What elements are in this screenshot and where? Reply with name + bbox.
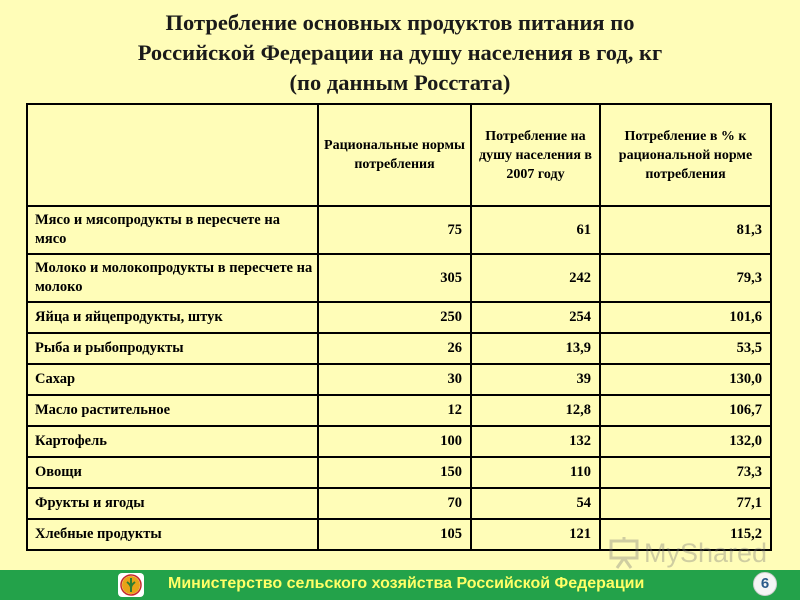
table-row	[27, 457, 771, 488]
percent-value: 81,3	[600, 206, 771, 254]
norm-value: 26	[318, 333, 471, 364]
norm-value: 105	[318, 519, 471, 550]
consumption-value: 13,9	[471, 333, 600, 364]
slide-title	[0, 8, 800, 98]
table-row	[27, 488, 771, 519]
norm-value: 70	[318, 488, 471, 519]
header-percent: Потребление в % к рациональной норме потребления	[600, 104, 771, 206]
table-row	[27, 395, 771, 426]
table-row	[27, 206, 771, 254]
product-name: Молоко и молокопродукты в пересчете на молоко	[27, 254, 318, 302]
product-name: Яйца и яйцепродукты, штук	[27, 302, 318, 333]
footer-ministry-text: Министерство сельского хозяйства Российской Федерации	[168, 575, 645, 592]
norm-value: 100	[318, 426, 471, 457]
norm-value: 75	[318, 206, 471, 254]
table-header-row	[27, 104, 771, 206]
percent-value: 77,1	[600, 488, 771, 519]
norm-value: 250	[318, 302, 471, 333]
norm-value: 30	[318, 364, 471, 395]
product-name: Фрукты и ягоды	[27, 488, 318, 519]
table-row	[27, 254, 771, 302]
consumption-value: 54	[471, 488, 600, 519]
consumption-value: 12,8	[471, 395, 600, 426]
percent-value: 73,3	[600, 457, 771, 488]
footer-bar	[0, 570, 800, 600]
consumption-value: 39	[471, 364, 600, 395]
header-consumption: Потребление на душу населения в 2007 году	[471, 104, 600, 206]
table-row	[27, 333, 771, 364]
consumption-value: 132	[471, 426, 600, 457]
consumption-value: 61	[471, 206, 600, 254]
percent-value: 132,0	[600, 426, 771, 457]
consumption-value: 254	[471, 302, 600, 333]
header-norm: Рациональные нормы потребления	[318, 104, 471, 206]
title-line-3: (по данным Росстата)	[289, 70, 511, 95]
product-name: Рыба и рыбопродукты	[27, 333, 318, 364]
table-row	[27, 302, 771, 333]
title-line-1: Потребление основных продуктов питания по	[165, 10, 635, 35]
percent-value: 106,7	[600, 395, 771, 426]
percent-value: 79,3	[600, 254, 771, 302]
product-name: Картофель	[27, 426, 318, 457]
table-row	[27, 364, 771, 395]
header-product	[27, 104, 318, 206]
consumption-value: 110	[471, 457, 600, 488]
product-name: Сахар	[27, 364, 318, 395]
percent-value: 130,0	[600, 364, 771, 395]
page-number-badge: 6	[753, 572, 777, 596]
watermark-text: MyShared	[644, 538, 768, 568]
consumption-value: 121	[471, 519, 600, 550]
table-row	[27, 426, 771, 457]
title-line-2: Российской Федерации на душу населения в год, кг	[137, 40, 663, 65]
consumption-value: 242	[471, 254, 600, 302]
product-name: Мясо и мясопродукты в пересчете на мясо	[27, 206, 318, 254]
consumption-table	[26, 103, 772, 551]
norm-value: 305	[318, 254, 471, 302]
percent-value: 53,5	[600, 333, 771, 364]
norm-value: 12	[318, 395, 471, 426]
product-name: Овощи	[27, 457, 318, 488]
table-row	[27, 519, 771, 550]
product-name: Масло растительное	[27, 395, 318, 426]
norm-value: 150	[318, 457, 471, 488]
product-name: Хлебные продукты	[27, 519, 318, 550]
percent-value: 115,2	[600, 519, 771, 550]
percent-value: 101,6	[600, 302, 771, 333]
ministry-emblem-icon	[118, 573, 144, 597]
